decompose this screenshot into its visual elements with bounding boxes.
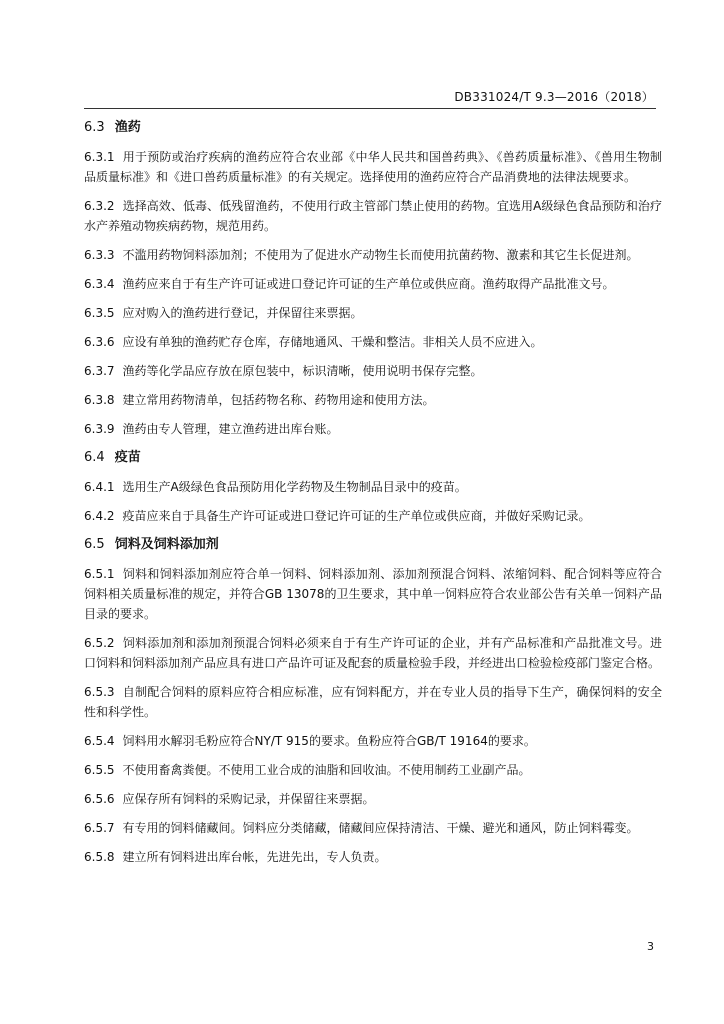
clause-number: 6.3.2 [84, 199, 115, 213]
section-number: 6.4 [84, 450, 105, 465]
clause [84, 196, 662, 236]
clause [84, 506, 662, 526]
section-heading [84, 118, 662, 138]
clause-number: 6.5.2 [84, 636, 115, 650]
section-title: 渔药 [114, 120, 141, 135]
clause-text: 不使用畜禽粪便。不使用工业合成的油脂和回收油。不使用制药工业副产品。 [122, 763, 531, 777]
clause-number: 6.5.6 [84, 792, 115, 806]
clause-text: 渔药应来自于有生产许可证或进口登记许可证的生产单位或供应商。渔药取得产品批准文号。 [122, 277, 615, 291]
section-number: 6.5 [84, 537, 105, 552]
clause-text: 建立常用药物清单，包括药物名称、药物用途和使用方法。 [122, 393, 435, 407]
clause [84, 332, 662, 352]
clause-text: 饲料用水解羽毛粉应符合NY/T 915的要求。鱼粉应符合GB/T 19164的要求。 [122, 734, 536, 748]
clause-number: 6.4.1 [84, 480, 115, 494]
section-title: 饲料及饲料添加剂 [114, 537, 219, 552]
section-heading [84, 448, 662, 468]
clause-number: 6.5.1 [84, 567, 115, 581]
section-number: 6.3 [84, 120, 105, 135]
clause [84, 274, 662, 294]
clause-number: 6.3.3 [84, 248, 115, 262]
clause-number: 6.3.9 [84, 422, 115, 436]
clause-text: 不滥用药物饲料添加剂；不使用为了促进水产动物生长而使用抗菌药物、激素和其它生长促进剂。 [122, 248, 639, 262]
clause [84, 477, 662, 497]
clause-text: 疫苗应来自于具备生产许可证或进口登记许可证的生产单位或供应商，并做好采购记录。 [122, 509, 591, 523]
clause-number: 6.5.5 [84, 763, 115, 777]
clause [84, 419, 662, 439]
clause [84, 564, 662, 624]
clause [84, 682, 662, 722]
clause-number: 6.5.8 [84, 850, 115, 864]
clause-number: 6.4.2 [84, 509, 115, 523]
clause-text: 饲料添加剂和添加剂预混合饲料必须来自于有生产许可证的企业，并有产品标准和产品批准文号。进口饲料和饲料添加剂产品应具有进口产品许可证及配套的质量检验手段，并经进出口检验检疫部门鉴定合格。 [84, 636, 662, 670]
clause [84, 731, 662, 751]
clause [84, 390, 662, 410]
clause-text: 渔药等化学品应存放在原包装中，标识清晰，使用说明书保存完整。 [122, 364, 483, 378]
clause-number: 6.5.3 [84, 685, 115, 699]
clause [84, 789, 662, 809]
clause-text: 有专用的饲料储藏间。饲料应分类储藏，储藏间应保持清洁、干燥、避光和通风，防止饲料霉变。 [122, 821, 639, 835]
clause-number: 6.3.6 [84, 335, 115, 349]
document-body [84, 118, 662, 876]
clause-text: 渔药由专人管理，建立渔药进出库台账。 [122, 422, 339, 436]
clause-text: 应保存所有饲料的采购记录，并保留往来票据。 [122, 792, 375, 806]
header-divider [84, 108, 656, 109]
clause-number: 6.5.7 [84, 821, 115, 835]
clause [84, 818, 662, 838]
page-number: 3 [647, 940, 654, 953]
clause-number: 6.5.4 [84, 734, 115, 748]
clause [84, 245, 662, 265]
clause [84, 361, 662, 381]
clause-text: 自制配合饲料的原料应符合相应标准，应有饲料配方，并在专业人员的指导下生产，确保饲料的安全性和科学性。 [84, 685, 662, 719]
clause [84, 147, 662, 187]
clause [84, 760, 662, 780]
clause-number: 6.3.8 [84, 393, 115, 407]
clause-text: 用于预防或治疗疾病的渔药应符合农业部《中华人民共和国兽药典》、《兽药质量标准》、《兽用生物制品质量标准》和《进口兽药质量标准》的有关规定。选择使用的渔药应符合产品消费地的法律法规要求。 [84, 150, 662, 184]
clause-text: 选择高效、低毒、低残留渔药，不使用行政主管部门禁止使用的药物。宜选用A级绿色食品预防和治疗水产养殖动物疾病药物，规范用药。 [84, 199, 662, 233]
clause-number: 6.3.1 [84, 150, 115, 164]
document-number: DB331024/T 9.3—2016（2018） [454, 90, 654, 104]
clause-text: 饲料和饲料添加剂应符合单一饲料、饲料添加剂、添加剂预混合饲料、浓缩饲料、配合饲料等应符合饲料相关质量标准的规定，并符合GB 13078的卫生要求，其中单一饲料应符合农业部公告有关单一饲料产品目录的要求。 [84, 567, 662, 621]
clause-text: 选用生产A级绿色食品预防用化学药物及生物制品目录中的疫苗。 [122, 480, 467, 494]
clause-number: 6.3.4 [84, 277, 115, 291]
clause [84, 633, 662, 673]
clause [84, 303, 662, 323]
clause-number: 6.3.5 [84, 306, 115, 320]
section-title: 疫苗 [114, 450, 141, 465]
clause [84, 847, 662, 867]
section-heading [84, 535, 662, 555]
clause-text: 建立所有饲料进出库台帐，先进先出，专人负责。 [122, 850, 387, 864]
clause-number: 6.3.7 [84, 364, 115, 378]
clause-text: 应对购入的渔药进行登记，并保留往来票据。 [122, 306, 363, 320]
clause-text: 应设有单独的渔药贮存仓库，存储地通风、干燥和整洁。非相关人员不应进入。 [122, 335, 543, 349]
